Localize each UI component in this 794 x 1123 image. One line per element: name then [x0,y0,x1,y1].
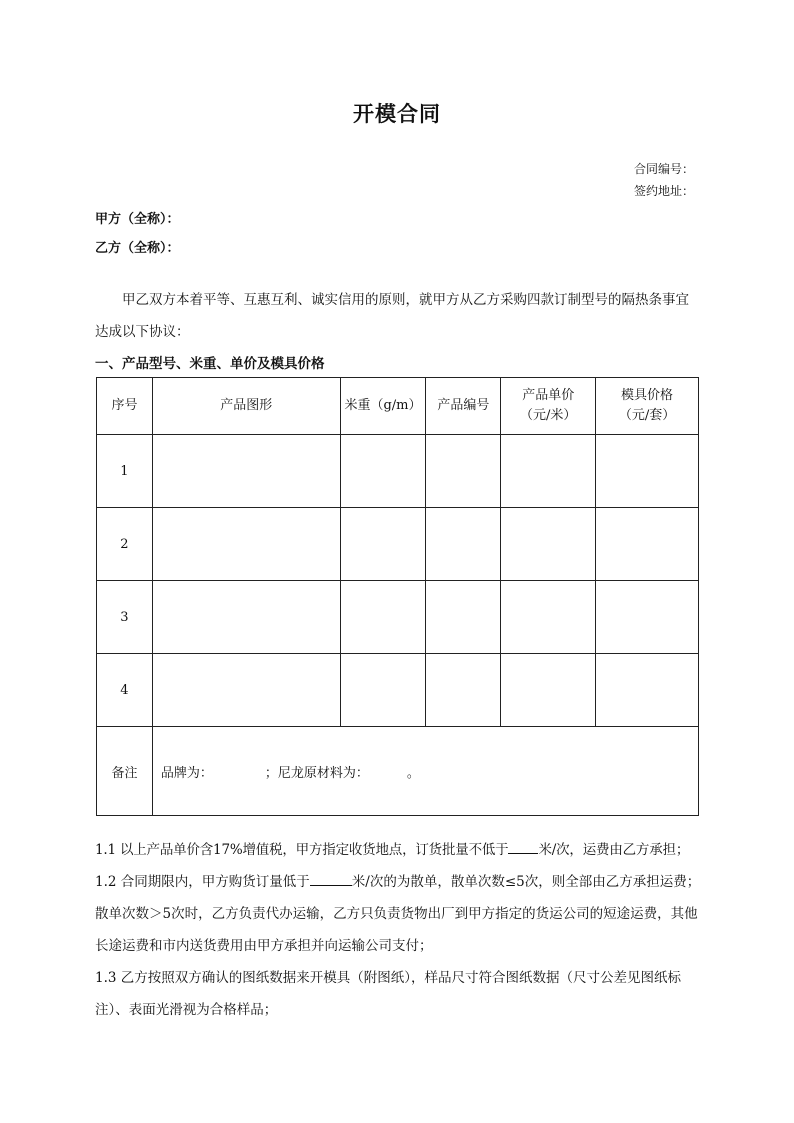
clause-1-1-text-b: 米/次，运费由乙方承担； [538,842,690,858]
clause-1-1 [95,834,703,866]
note-label: 备注 [97,727,153,816]
table-header-row [97,378,699,435]
mold-cell[interactable] [596,508,699,581]
mold-cell[interactable] [596,435,699,508]
clause-1-3: 1.3 乙方按照双方确认的图纸数据来开模具（附图纸），样品尺寸符合图纸数据（尺寸公差见图纸标注）、表面光滑视为合格样品； [95,970,682,1018]
contract-number-label: 合同编号： [633,162,694,176]
weight-cell[interactable] [340,654,426,727]
order-min-blank[interactable] [310,885,352,886]
mold-cell[interactable] [596,581,699,654]
clause-1-2 [95,866,703,962]
section-heading: 一、产品型号、米重、单价及模具价格 [95,356,325,372]
price-cell[interactable] [501,435,596,508]
header-price-line1: 产品单价 [522,388,575,403]
code-cell[interactable] [426,581,501,654]
mold-cell[interactable] [596,654,699,727]
intro-paragraph: 甲乙双方本着平等、互惠互利、诚实信用的原则，就甲方从乙方采购四款订制型号的隔热条事宜达成以下协议： [95,292,689,340]
row-number: 4 [97,654,153,727]
header-seq: 序号 [97,378,153,435]
shape-cell[interactable] [152,654,340,727]
shape-cell[interactable] [152,508,340,581]
table-row [97,581,699,654]
code-cell[interactable] [426,435,501,508]
table-row [97,654,699,727]
note-cell [152,727,698,816]
price-cell[interactable] [501,654,596,727]
party-a-label: 甲方（全称）： [95,212,180,227]
party-b-label: 乙方（全称）： [95,241,180,256]
table-row [97,508,699,581]
code-cell[interactable] [426,508,501,581]
weight-cell[interactable] [340,508,426,581]
row-number: 2 [97,508,153,581]
shape-cell[interactable] [152,581,340,654]
header-shape: 产品图形 [152,378,340,435]
row-number: 3 [97,581,153,654]
header-mold [596,378,699,435]
header-price [501,378,596,435]
brand-label: 品牌为： [160,765,213,781]
table-row [97,435,699,508]
header-mold-line2: （元/套） [618,408,676,423]
note-end: 。 [406,765,420,781]
material-label: ；尼龙原材料为： [264,765,369,781]
header-mold-line1: 模具价格 [621,388,674,403]
header-weight: 米重（g/m） [340,378,426,435]
weight-cell[interactable] [340,581,426,654]
code-cell[interactable] [426,654,501,727]
price-cell[interactable] [501,508,596,581]
row-number: 1 [97,435,153,508]
sign-place-label: 签约地址： [633,184,694,198]
note-row [97,727,699,816]
price-cell[interactable] [501,581,596,654]
clause-1-2-text-a: 1.2 合同期限内，甲方购货订量低于 [95,874,310,890]
batch-min-blank[interactable] [508,853,538,854]
header-price-line2: （元/米） [520,408,577,423]
clause-1-1-text-a: 1.1 以上产品单价含17%增值税，甲方指定收货地点，订货批量不低于 [95,842,509,858]
shape-cell[interactable] [152,435,340,508]
header-code: 产品编号 [426,378,501,435]
clause-1-2-text-b: 米/次的为散单，散单次数≤5次，则全部由乙方承担运费；散单次数＞5次时，乙方负责代办运输，乙方只负责货物出厂到甲方指定的货运公司的短途运费，其他长途运费和市内送货费用由甲方承担并向运输公司支付； [95,874,701,954]
product-table [96,377,699,816]
weight-cell[interactable] [340,435,426,508]
page-title: 开模合同 [353,102,441,126]
